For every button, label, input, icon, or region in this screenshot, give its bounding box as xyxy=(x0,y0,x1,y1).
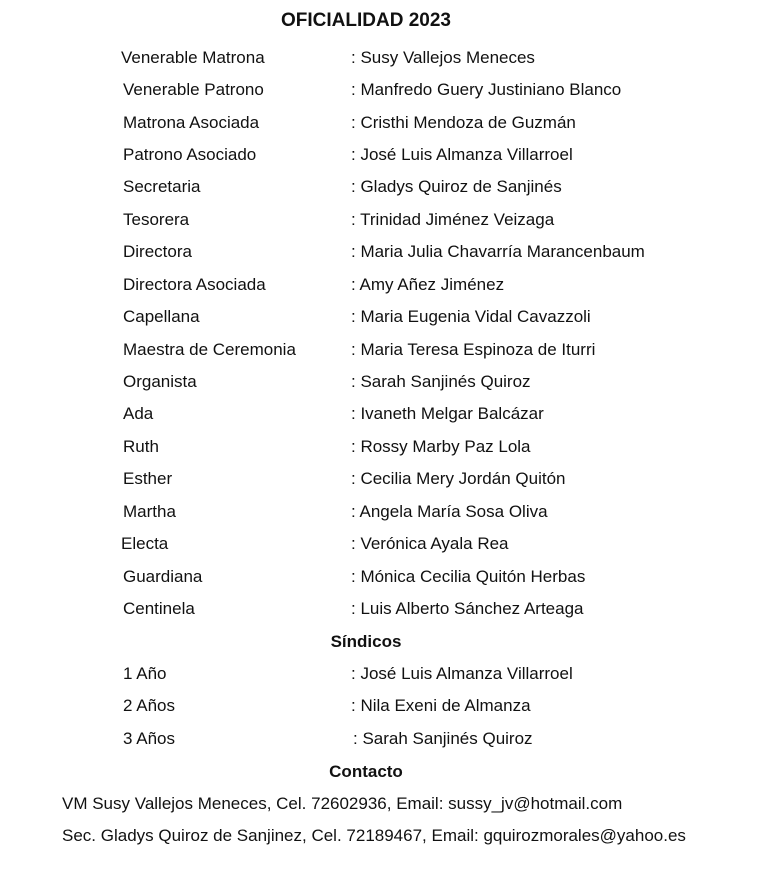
contacto-heading: Contacto xyxy=(329,762,403,781)
sindico-term: 1 Año xyxy=(123,664,167,683)
sindico-term: 2 Años xyxy=(123,696,175,715)
officer-name: : Ivaneth Melgar Balcázar xyxy=(351,404,544,423)
officer-name: : Maria Julia Chavarría Marancenbaum xyxy=(351,242,645,261)
officer-name: : Mónica Cecilia Quitón Herbas xyxy=(351,567,586,586)
officer-role: Patrono Asociado xyxy=(123,145,257,164)
officer-row xyxy=(0,466,766,492)
officer-role: Tesorera xyxy=(123,210,190,229)
officer-row xyxy=(0,304,766,330)
officer-name: : Maria Eugenia Vidal Cavazzoli xyxy=(351,307,591,326)
officer-role: Directora xyxy=(123,242,192,261)
officer-name: : Maria Teresa Espinoza de Iturri xyxy=(351,340,596,359)
officer-row xyxy=(0,239,766,265)
sindico-term: 3 Años xyxy=(123,729,175,748)
officer-name: : Cecilia Mery Jordán Quitón xyxy=(351,469,566,488)
sindico-row xyxy=(0,726,766,752)
officer-name: : Susy Vallejos Meneces xyxy=(351,48,535,67)
officer-name: : Verónica Ayala Rea xyxy=(351,534,509,553)
officer-role: Ada xyxy=(123,404,154,423)
contact-line: Sec. Gladys Quiroz de Sanjinez, Cel. 72189467, Email: gquirozmorales@yahoo.es xyxy=(62,826,686,845)
officer-role: Electa xyxy=(121,534,169,553)
officer-name: : Angela María Sosa Oliva xyxy=(351,502,548,521)
officer-row xyxy=(0,369,766,395)
officer-row xyxy=(0,564,766,590)
officer-row xyxy=(0,207,766,233)
officer-role: Capellana xyxy=(123,307,200,326)
officer-name: : Manfredo Guery Justiniano Blanco xyxy=(351,80,622,99)
officer-name: : Sarah Sanjinés Quiroz xyxy=(351,372,531,391)
officer-role: Esther xyxy=(123,469,173,488)
officer-role: Secretaria xyxy=(123,177,201,196)
officer-role: Organista xyxy=(123,372,197,391)
officer-row xyxy=(0,434,766,460)
officer-name: : Amy Añez Jiménez xyxy=(351,275,505,294)
sindico-name: : Sarah Sanjinés Quiroz xyxy=(353,729,533,748)
page-title: OFICIALIDAD 2023 xyxy=(281,10,451,31)
officer-name: : Trinidad Jiménez Veizaga xyxy=(351,210,555,229)
sindico-name: : Nila Exeni de Almanza xyxy=(351,696,531,715)
officer-role: Maestra de Ceremonia xyxy=(123,340,296,359)
officer-row xyxy=(0,77,766,103)
officer-row xyxy=(0,174,766,200)
officer-name: : José Luis Almanza Villarroel xyxy=(351,145,573,164)
officer-row xyxy=(0,110,766,136)
officer-row xyxy=(0,45,766,71)
officer-name: : Luis Alberto Sánchez Arteaga xyxy=(351,599,584,618)
contact-line: VM Susy Vallejos Meneces, Cel. 72602936, Email: sussy_jv@hotmail.com xyxy=(62,794,623,813)
officer-role: Ruth xyxy=(123,437,159,456)
officer-role: Guardiana xyxy=(123,567,203,586)
officer-row xyxy=(0,596,766,622)
officer-name: : Gladys Quiroz de Sanjinés xyxy=(351,177,562,196)
sindico-row xyxy=(0,661,766,687)
officer-row xyxy=(0,272,766,298)
officer-role: Venerable Patrono xyxy=(123,80,264,99)
officer-role: Directora Asociada xyxy=(123,275,266,294)
officer-role: Centinela xyxy=(123,599,195,618)
sindicos-heading: Síndicos xyxy=(330,632,402,651)
officer-role: Venerable Matrona xyxy=(121,48,265,67)
officer-row xyxy=(0,337,766,363)
officer-role: Matrona Asociada xyxy=(123,113,260,132)
officer-name: : Cristhi Mendoza de Guzmán xyxy=(351,113,576,132)
officer-row xyxy=(0,142,766,168)
officer-role: Martha xyxy=(123,502,176,521)
officer-row xyxy=(0,499,766,525)
officer-name: : Rossy Marby Paz Lola xyxy=(351,437,531,456)
sindico-row xyxy=(0,693,766,719)
officer-row xyxy=(0,531,766,557)
sindico-name: : José Luis Almanza Villarroel xyxy=(351,664,573,683)
officer-row xyxy=(0,401,766,427)
